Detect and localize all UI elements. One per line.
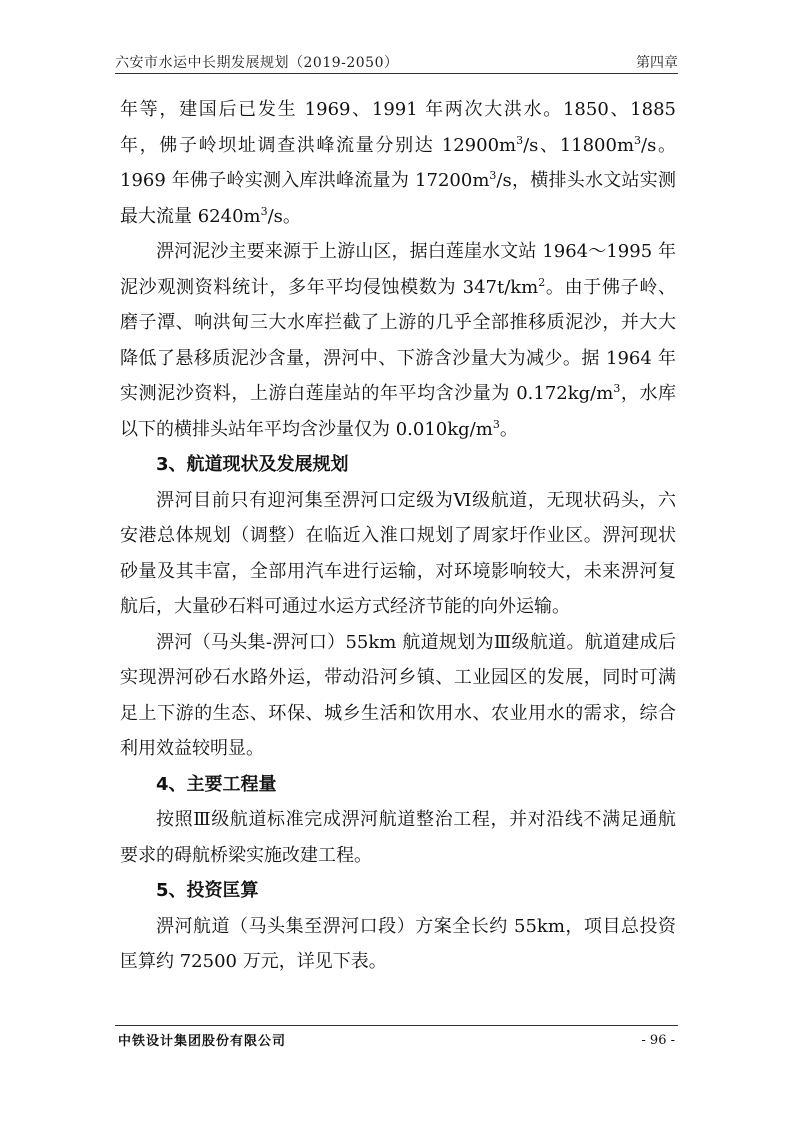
page-header — [115, 50, 678, 72]
chapter-label: 第四章 — [636, 55, 678, 71]
paragraph-investment: 淠河航道（马头集至淠河口段）方案全长约 55km，项目总投资匡算约 72500 万元，详见下表。 — [120, 915, 676, 972]
section-heading-investment: 5、投资匡算 — [156, 880, 259, 901]
section-heading-waterway-status: 3、航道现状及发展规划 — [156, 454, 349, 475]
section-heading-main-works: 4、主要工程量 — [156, 773, 277, 795]
document-body — [120, 92, 676, 980]
page-number: - 96 - — [641, 1033, 675, 1048]
document-title: 六安市水运中长期发展规划（2019-2050） — [115, 55, 399, 71]
company-name: 中铁设计集团股份有限公司 — [118, 1034, 287, 1049]
header-divider — [115, 73, 678, 74]
footer-divider — [115, 1025, 678, 1026]
paragraph-waterway-plan: 淠河（马头集-淠河口）55km 航道规划为Ⅲ级航道。航道建成后实现淠河砂石水路外运，带动沿河乡镇、工业园区的发展，同时可满足上下游的生态、环保、城乡生活和饮用水、农业用水的需求，综合利用效益较明显。 — [120, 631, 676, 759]
paragraph-flood: 年等，建国后已发生 1969、1991 年两次大洪水。1850、1885 年，佛子岭坝址调查洪峰流量分别达 $12900m^3/s$、$11800m^3/s$。1969 年佛子岭实测入库洪峰流量为 $17200m^3/s$，横排头水文站实测最大流量 $6240m^3/s$。 — [120, 99, 676, 227]
paragraph-main-works: 按照Ⅲ级航道标准完成淠河航道整治工程，并对沿线不满足通航要求的碍航桥梁实施改建工程。 — [120, 809, 676, 866]
paragraph-waterway-status: 淠河目前只有迎河集至淠河口定级为Ⅵ级航道，无现状码头，六安港总体规划（调整）在临近入淮口规划了周家圩作业区。淠河现状砂量及其丰富，全部用汽车进行运输，对环境影响较大，未来淠河复航后，大量砂石料可通过水运方式经济节能的向外运输。 — [120, 489, 676, 617]
paragraph-sediment: 淠河泥沙主要来源于上游山区，据白莲崖水文站 1964～1995 年泥沙观测资料统计，多年平均侵蚀模数为 $347t/km^2$。由于佛子岭、磨子潭、响洪甸三大水库拦截了上游的几乎全部推移质泥沙，并大大降低了悬移质泥沙含量，淠河中、下游含沙量大为减少。据 1964 年实测泥沙资料，上游白莲崖站的年平均含沙量为 $0.172kg/m^3$，水库以下的横排头站年平均含沙量仅为 $0.010kg/m^3$。 — [120, 241, 677, 440]
